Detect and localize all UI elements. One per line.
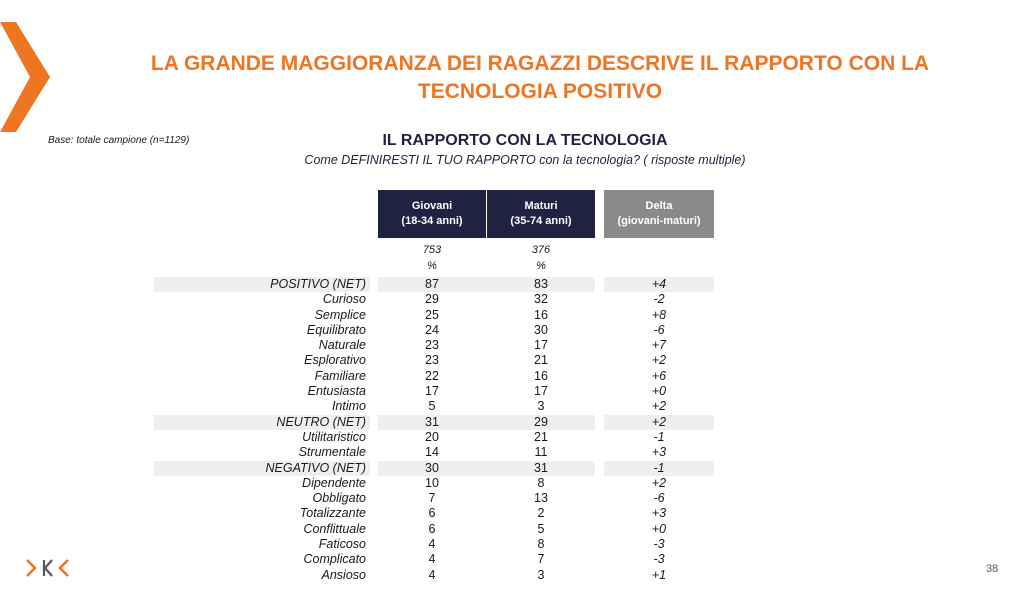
row-label: Entusiasta	[307, 384, 366, 399]
base-count-giovani	[378, 242, 486, 274]
value-delta: -6	[653, 491, 665, 506]
value-maturi: 16	[534, 307, 548, 322]
table-row-net	[0, 461, 1024, 476]
row-label: Complicato	[303, 552, 366, 567]
table-row	[0, 522, 1024, 537]
table-row	[0, 568, 1024, 583]
value-giovani: 23	[425, 338, 439, 353]
row-label: Naturale	[318, 338, 366, 353]
value-delta: +3	[651, 445, 667, 460]
row-label: Ansioso	[321, 567, 366, 582]
value-giovani: 4	[428, 537, 436, 552]
table-row	[0, 476, 1024, 491]
value-maturi: 11	[534, 445, 548, 460]
value-giovani: 6	[428, 521, 436, 536]
value-giovani: 29	[425, 292, 439, 307]
row-label: Utilitaristico	[302, 429, 366, 444]
row-label: Familiare	[314, 368, 366, 383]
value-maturi: 13	[534, 491, 548, 506]
value-delta: +6	[651, 368, 667, 383]
value-maturi: 5	[537, 521, 545, 536]
column-header-delta-range: (giovani-maturi)	[617, 215, 701, 227]
column-header-maturi	[487, 190, 595, 238]
base-count-giovani-value: 753	[422, 244, 442, 256]
value-giovani: 14	[425, 445, 439, 460]
company-logo-icon	[26, 557, 70, 579]
row-label: NEGATIVO (NET)	[265, 460, 366, 475]
page-number: 38	[986, 563, 999, 575]
value-giovani: 5	[428, 399, 436, 414]
value-delta: +8	[651, 307, 667, 322]
column-header-delta-label: Delta	[645, 200, 673, 212]
base-note: Base: totale campione (n=1129)	[48, 135, 190, 146]
value-delta: -1	[653, 460, 665, 475]
table-title: IL RAPPORTO CON LA TECNOLOGIA	[382, 132, 668, 149]
value-delta: +0	[651, 384, 667, 399]
value-giovani: 23	[425, 353, 439, 368]
table-row	[0, 384, 1024, 399]
table-row	[0, 430, 1024, 445]
value-giovani: 87	[425, 277, 439, 291]
table-row	[0, 445, 1024, 460]
table-row	[0, 292, 1024, 307]
value-maturi: 21	[534, 429, 548, 444]
value-delta: +3	[651, 506, 667, 521]
base-count-maturi	[487, 242, 595, 274]
base-count-maturi-value: 376	[531, 244, 551, 256]
column-header-maturi-range: (35-74 anni)	[510, 215, 572, 227]
page-title-line-1: LA GRANDE MAGGIORANZA DEI RAGAZZI DESCRIVE IL RAPPORTO CON LA	[150, 52, 930, 75]
table-row	[0, 308, 1024, 323]
table-row	[0, 399, 1024, 414]
value-delta: +2	[651, 475, 667, 490]
row-label: Intimo	[331, 399, 366, 414]
value-delta: +2	[651, 399, 667, 414]
table-row	[0, 323, 1024, 338]
value-giovani: 31	[425, 414, 439, 429]
value-delta: -2	[653, 292, 665, 307]
value-maturi: 3	[537, 399, 545, 414]
value-maturi: 31	[534, 460, 548, 475]
row-label: Obbligato	[312, 491, 366, 506]
table-row	[0, 338, 1024, 353]
base-count-giovani-unit: %	[427, 260, 437, 272]
table-question: Come DEFINIRESTI IL TUO RAPPORTO con la tecnologia? ( risposte multiple)	[304, 153, 746, 167]
value-maturi: 29	[534, 414, 548, 429]
value-maturi: 83	[534, 277, 548, 291]
value-delta: -6	[653, 322, 665, 337]
row-label: POSITIVO (NET)	[270, 277, 366, 291]
row-label: Equilibrato	[306, 322, 366, 337]
value-giovani: 6	[428, 506, 436, 521]
row-label: Strumentale	[298, 445, 366, 460]
value-giovani: 30	[425, 460, 439, 475]
table-row	[0, 491, 1024, 506]
value-maturi: 3	[537, 567, 545, 582]
value-maturi: 8	[537, 537, 545, 552]
row-label: Curioso	[322, 292, 366, 307]
value-delta: +1	[651, 567, 667, 582]
value-maturi: 16	[534, 368, 548, 383]
value-giovani: 22	[425, 368, 439, 383]
page-title-line-2: TECNOLOGIA POSITIVO	[417, 80, 663, 103]
column-header-giovani	[378, 190, 486, 238]
row-label: NEUTRO (NET)	[276, 414, 366, 429]
value-delta: -3	[653, 552, 665, 567]
value-giovani: 7	[428, 491, 436, 506]
base-count-maturi-unit: %	[536, 260, 546, 272]
value-delta: +4	[651, 277, 667, 291]
column-header-maturi-label: Maturi	[524, 200, 558, 212]
value-delta: +7	[651, 338, 667, 353]
table-row	[0, 552, 1024, 567]
value-maturi: 21	[534, 353, 548, 368]
value-delta: -1	[653, 429, 665, 444]
table-row-net	[0, 277, 1024, 292]
row-label: Esplorativo	[304, 353, 366, 368]
value-giovani: 4	[428, 552, 436, 567]
value-maturi: 32	[534, 292, 548, 307]
table-row	[0, 506, 1024, 521]
value-delta: -3	[653, 537, 665, 552]
table-row-net	[0, 415, 1024, 430]
value-giovani: 17	[425, 384, 439, 399]
value-giovani: 20	[425, 429, 439, 444]
value-maturi: 30	[534, 322, 548, 337]
chevron-decoration-icon	[0, 22, 50, 132]
value-maturi: 17	[534, 338, 548, 353]
value-maturi: 17	[534, 384, 548, 399]
value-delta: +2	[651, 353, 667, 368]
row-label: Totalizzante	[299, 506, 366, 521]
table-row	[0, 353, 1024, 368]
row-label: Conflittuale	[303, 521, 366, 536]
value-delta: +0	[651, 521, 667, 536]
data-table	[0, 277, 1024, 583]
value-delta: +2	[651, 414, 667, 429]
column-header-giovani-label: Giovani	[411, 200, 453, 212]
value-maturi: 2	[537, 506, 545, 521]
value-giovani: 4	[428, 567, 436, 582]
column-header-giovani-range: (18-34 anni)	[401, 215, 463, 227]
value-giovani: 25	[425, 307, 439, 322]
column-header-delta	[604, 190, 714, 238]
value-maturi: 7	[537, 552, 545, 567]
page-title	[120, 50, 960, 106]
value-maturi: 8	[537, 475, 545, 490]
row-label: Faticoso	[318, 537, 366, 552]
table-row	[0, 369, 1024, 384]
value-giovani: 24	[425, 322, 439, 337]
table-row	[0, 537, 1024, 552]
row-label: Semplice	[314, 307, 366, 322]
value-giovani: 10	[425, 475, 439, 490]
row-label: Dipendente	[302, 475, 366, 490]
